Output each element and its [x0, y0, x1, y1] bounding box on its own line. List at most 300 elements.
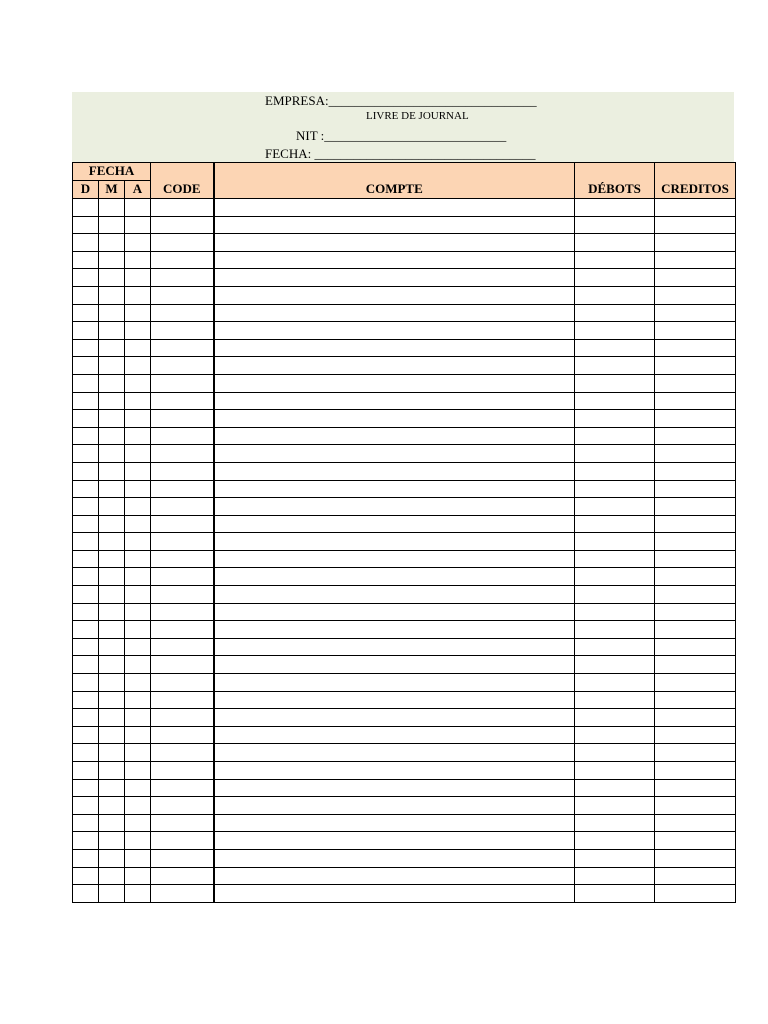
- code-cell[interactable]: [151, 832, 214, 850]
- code-cell[interactable]: [151, 867, 214, 885]
- table-row: [73, 603, 736, 621]
- compte-cell[interactable]: [214, 638, 575, 656]
- fecha-field[interactable]: __________________________________: [314, 146, 536, 161]
- credit-cell[interactable]: [655, 656, 736, 674]
- debit-cell[interactable]: [575, 269, 655, 287]
- month-cell[interactable]: [99, 322, 125, 340]
- compte-cell[interactable]: [214, 762, 575, 780]
- compte-cell[interactable]: [214, 568, 575, 586]
- credit-cell[interactable]: [655, 867, 736, 885]
- day-cell[interactable]: [73, 709, 99, 727]
- compte-cell[interactable]: [214, 744, 575, 762]
- credit-cell[interactable]: [655, 339, 736, 357]
- day-cell[interactable]: [73, 603, 99, 621]
- day-cell[interactable]: [73, 533, 99, 551]
- credit-cell[interactable]: [655, 797, 736, 815]
- year-cell[interactable]: [125, 445, 151, 463]
- debit-cell[interactable]: [575, 533, 655, 551]
- code-cell[interactable]: [151, 656, 214, 674]
- code-cell[interactable]: [151, 427, 214, 445]
- year-cell[interactable]: [125, 269, 151, 287]
- table-row: [73, 568, 736, 586]
- day-cell[interactable]: [73, 814, 99, 832]
- year-cell[interactable]: [125, 286, 151, 304]
- credit-cell[interactable]: [655, 832, 736, 850]
- compte-cell[interactable]: [214, 462, 575, 480]
- code-cell[interactable]: [151, 533, 214, 551]
- debit-cell[interactable]: [575, 234, 655, 252]
- table-row: [73, 586, 736, 604]
- year-cell[interactable]: [125, 216, 151, 234]
- month-cell[interactable]: [99, 779, 125, 797]
- year-cell[interactable]: [125, 797, 151, 815]
- day-cell[interactable]: [73, 410, 99, 428]
- credit-cell[interactable]: [655, 885, 736, 903]
- table-row: [73, 638, 736, 656]
- year-cell[interactable]: [125, 322, 151, 340]
- debit-cell[interactable]: [575, 849, 655, 867]
- year-cell[interactable]: [125, 603, 151, 621]
- month-cell[interactable]: [99, 480, 125, 498]
- year-cell[interactable]: [125, 744, 151, 762]
- day-cell[interactable]: [73, 832, 99, 850]
- debit-cell[interactable]: [575, 726, 655, 744]
- day-cell[interactable]: [73, 445, 99, 463]
- year-cell[interactable]: [125, 709, 151, 727]
- day-cell[interactable]: [73, 726, 99, 744]
- month-cell[interactable]: [99, 515, 125, 533]
- credit-cell[interactable]: [655, 322, 736, 340]
- compte-cell[interactable]: [214, 286, 575, 304]
- debit-cell[interactable]: [575, 779, 655, 797]
- month-cell[interactable]: [99, 744, 125, 762]
- credit-cell[interactable]: [655, 568, 736, 586]
- credit-cell[interactable]: [655, 410, 736, 428]
- table-row: [73, 251, 736, 269]
- compte-cell[interactable]: [214, 269, 575, 287]
- month-cell[interactable]: [99, 533, 125, 551]
- debit-cell[interactable]: [575, 427, 655, 445]
- code-cell[interactable]: [151, 410, 214, 428]
- debots-header: DÉBOTS: [575, 163, 655, 199]
- compte-cell[interactable]: [214, 392, 575, 410]
- month-cell[interactable]: [99, 392, 125, 410]
- month-cell[interactable]: [99, 374, 125, 392]
- debit-cell[interactable]: [575, 797, 655, 815]
- code-cell[interactable]: [151, 691, 214, 709]
- debit-cell[interactable]: [575, 480, 655, 498]
- code-cell[interactable]: [151, 603, 214, 621]
- code-cell[interactable]: [151, 797, 214, 815]
- month-cell[interactable]: [99, 603, 125, 621]
- debit-cell[interactable]: [575, 462, 655, 480]
- compte-cell[interactable]: [214, 533, 575, 551]
- day-cell[interactable]: [73, 392, 99, 410]
- credit-cell[interactable]: [655, 621, 736, 639]
- month-cell[interactable]: [99, 550, 125, 568]
- code-cell[interactable]: [151, 885, 214, 903]
- code-cell[interactable]: [151, 286, 214, 304]
- day-cell[interactable]: [73, 638, 99, 656]
- day-cell[interactable]: [73, 621, 99, 639]
- day-cell[interactable]: [73, 849, 99, 867]
- month-cell[interactable]: [99, 797, 125, 815]
- code-cell[interactable]: [151, 550, 214, 568]
- day-cell[interactable]: [73, 586, 99, 604]
- credit-cell[interactable]: [655, 445, 736, 463]
- year-cell[interactable]: [125, 392, 151, 410]
- month-cell[interactable]: [99, 234, 125, 252]
- credit-cell[interactable]: [655, 726, 736, 744]
- debit-cell[interactable]: [575, 603, 655, 621]
- day-cell[interactable]: [73, 498, 99, 516]
- compte-cell[interactable]: [214, 849, 575, 867]
- credit-cell[interactable]: [655, 691, 736, 709]
- day-cell[interactable]: [73, 304, 99, 322]
- day-cell[interactable]: [73, 462, 99, 480]
- debit-cell[interactable]: [575, 867, 655, 885]
- year-cell[interactable]: [125, 357, 151, 375]
- year-cell[interactable]: [125, 621, 151, 639]
- compte-cell[interactable]: [214, 410, 575, 428]
- year-cell[interactable]: [125, 885, 151, 903]
- credit-cell[interactable]: [655, 603, 736, 621]
- debit-cell[interactable]: [575, 638, 655, 656]
- day-cell[interactable]: [73, 674, 99, 692]
- compte-cell[interactable]: [214, 885, 575, 903]
- credit-cell[interactable]: [655, 515, 736, 533]
- table-row: [73, 445, 736, 463]
- month-cell[interactable]: [99, 357, 125, 375]
- year-cell[interactable]: [125, 691, 151, 709]
- table-row: [73, 656, 736, 674]
- journal-table: [72, 162, 736, 903]
- credit-cell[interactable]: [655, 849, 736, 867]
- month-cell[interactable]: [99, 849, 125, 867]
- credit-cell[interactable]: [655, 814, 736, 832]
- compte-cell[interactable]: [214, 216, 575, 234]
- credit-cell[interactable]: [655, 674, 736, 692]
- compte-cell[interactable]: [214, 374, 575, 392]
- compte-cell[interactable]: [214, 832, 575, 850]
- day-cell[interactable]: [73, 762, 99, 780]
- year-cell[interactable]: [125, 638, 151, 656]
- debit-cell[interactable]: [575, 709, 655, 727]
- code-cell[interactable]: [151, 744, 214, 762]
- year-cell[interactable]: [125, 199, 151, 217]
- code-cell[interactable]: [151, 445, 214, 463]
- month-cell[interactable]: [99, 498, 125, 516]
- code-cell[interactable]: [151, 269, 214, 287]
- credit-cell[interactable]: [655, 269, 736, 287]
- credit-cell[interactable]: [655, 744, 736, 762]
- compte-cell[interactable]: [214, 867, 575, 885]
- debit-cell[interactable]: [575, 322, 655, 340]
- compte-cell[interactable]: [214, 304, 575, 322]
- month-cell[interactable]: [99, 445, 125, 463]
- debit-cell[interactable]: [575, 199, 655, 217]
- month-cell[interactable]: [99, 656, 125, 674]
- month-cell[interactable]: [99, 568, 125, 586]
- month-cell[interactable]: [99, 199, 125, 217]
- day-cell[interactable]: [73, 779, 99, 797]
- code-cell[interactable]: [151, 304, 214, 322]
- code-cell[interactable]: [151, 462, 214, 480]
- month-cell[interactable]: [99, 586, 125, 604]
- credit-cell[interactable]: [655, 550, 736, 568]
- month-cell[interactable]: [99, 339, 125, 357]
- code-cell[interactable]: [151, 216, 214, 234]
- day-cell[interactable]: [73, 199, 99, 217]
- credit-cell[interactable]: [655, 286, 736, 304]
- code-cell[interactable]: [151, 621, 214, 639]
- compte-cell[interactable]: [214, 357, 575, 375]
- code-cell[interactable]: [151, 251, 214, 269]
- code-cell[interactable]: [151, 322, 214, 340]
- compte-cell[interactable]: [214, 621, 575, 639]
- debit-cell[interactable]: [575, 304, 655, 322]
- year-cell[interactable]: [125, 814, 151, 832]
- code-cell[interactable]: [151, 726, 214, 744]
- code-cell[interactable]: [151, 199, 214, 217]
- year-cell[interactable]: [125, 498, 151, 516]
- year-cell[interactable]: [125, 462, 151, 480]
- compte-cell[interactable]: [214, 550, 575, 568]
- credit-cell[interactable]: [655, 216, 736, 234]
- code-cell[interactable]: [151, 480, 214, 498]
- credit-cell[interactable]: [655, 498, 736, 516]
- debit-cell[interactable]: [575, 832, 655, 850]
- compte-cell[interactable]: [214, 322, 575, 340]
- year-cell[interactable]: [125, 410, 151, 428]
- year-cell[interactable]: [125, 568, 151, 586]
- day-cell[interactable]: [73, 269, 99, 287]
- month-cell[interactable]: [99, 832, 125, 850]
- compte-cell[interactable]: [214, 779, 575, 797]
- month-cell[interactable]: [99, 251, 125, 269]
- day-cell[interactable]: [73, 251, 99, 269]
- year-cell[interactable]: [125, 586, 151, 604]
- year-cell[interactable]: [125, 234, 151, 252]
- code-cell[interactable]: [151, 498, 214, 516]
- code-cell[interactable]: [151, 638, 214, 656]
- debit-cell[interactable]: [575, 762, 655, 780]
- credit-cell[interactable]: [655, 374, 736, 392]
- compte-cell[interactable]: [214, 515, 575, 533]
- compte-cell[interactable]: [214, 814, 575, 832]
- compte-cell[interactable]: [214, 445, 575, 463]
- month-cell[interactable]: [99, 216, 125, 234]
- debit-cell[interactable]: [575, 251, 655, 269]
- year-cell[interactable]: [125, 849, 151, 867]
- credit-cell[interactable]: [655, 251, 736, 269]
- compte-cell[interactable]: [214, 691, 575, 709]
- year-cell[interactable]: [125, 832, 151, 850]
- credit-cell[interactable]: [655, 480, 736, 498]
- day-cell[interactable]: [73, 357, 99, 375]
- code-cell[interactable]: [151, 709, 214, 727]
- nit-field[interactable]: ____________________________: [324, 128, 507, 143]
- year-cell[interactable]: [125, 480, 151, 498]
- year-cell[interactable]: [125, 533, 151, 551]
- credit-cell[interactable]: [655, 779, 736, 797]
- compte-cell[interactable]: [214, 674, 575, 692]
- table-row: [73, 357, 736, 375]
- code-cell[interactable]: [151, 568, 214, 586]
- debit-cell[interactable]: [575, 286, 655, 304]
- compte-cell[interactable]: [214, 339, 575, 357]
- header-row-group: [73, 163, 736, 181]
- credit-cell[interactable]: [655, 304, 736, 322]
- day-cell[interactable]: [73, 480, 99, 498]
- credit-cell[interactable]: [655, 199, 736, 217]
- day-cell[interactable]: [73, 656, 99, 674]
- year-cell[interactable]: [125, 427, 151, 445]
- year-cell[interactable]: [125, 656, 151, 674]
- debit-cell[interactable]: [575, 656, 655, 674]
- day-cell[interactable]: [73, 885, 99, 903]
- compte-cell[interactable]: [214, 656, 575, 674]
- table-row: [73, 304, 736, 322]
- year-cell[interactable]: [125, 762, 151, 780]
- credit-cell[interactable]: [655, 234, 736, 252]
- day-cell[interactable]: [73, 568, 99, 586]
- month-cell[interactable]: [99, 885, 125, 903]
- year-cell[interactable]: [125, 779, 151, 797]
- table-row: [73, 867, 736, 885]
- year-cell[interactable]: [125, 867, 151, 885]
- journal-sheet: [72, 92, 734, 903]
- day-cell[interactable]: [73, 374, 99, 392]
- month-cell[interactable]: [99, 814, 125, 832]
- credit-cell[interactable]: [655, 462, 736, 480]
- month-cell[interactable]: [99, 410, 125, 428]
- code-cell[interactable]: [151, 374, 214, 392]
- code-cell[interactable]: [151, 674, 214, 692]
- month-cell[interactable]: [99, 867, 125, 885]
- code-cell[interactable]: [151, 779, 214, 797]
- credit-cell[interactable]: [655, 638, 736, 656]
- code-cell[interactable]: [151, 339, 214, 357]
- day-cell[interactable]: [73, 339, 99, 357]
- code-cell[interactable]: [151, 814, 214, 832]
- compte-cell[interactable]: [214, 251, 575, 269]
- debit-cell[interactable]: [575, 674, 655, 692]
- month-cell[interactable]: [99, 304, 125, 322]
- year-cell[interactable]: [125, 339, 151, 357]
- compte-cell[interactable]: [214, 726, 575, 744]
- month-cell[interactable]: [99, 621, 125, 639]
- code-cell[interactable]: [151, 515, 214, 533]
- debit-cell[interactable]: [575, 410, 655, 428]
- compte-cell[interactable]: [214, 709, 575, 727]
- debit-cell[interactable]: [575, 885, 655, 903]
- compte-cell[interactable]: [214, 480, 575, 498]
- debit-cell[interactable]: [575, 339, 655, 357]
- year-cell[interactable]: [125, 550, 151, 568]
- day-cell[interactable]: [73, 797, 99, 815]
- month-cell[interactable]: [99, 286, 125, 304]
- code-cell[interactable]: [151, 392, 214, 410]
- debit-cell[interactable]: [575, 550, 655, 568]
- debit-cell[interactable]: [575, 586, 655, 604]
- debit-cell[interactable]: [575, 392, 655, 410]
- month-cell[interactable]: [99, 638, 125, 656]
- credit-cell[interactable]: [655, 586, 736, 604]
- debit-cell[interactable]: [575, 515, 655, 533]
- compte-cell[interactable]: [214, 234, 575, 252]
- month-cell[interactable]: [99, 709, 125, 727]
- compte-cell[interactable]: [214, 199, 575, 217]
- day-cell[interactable]: [73, 286, 99, 304]
- year-cell[interactable]: [125, 304, 151, 322]
- day-cell[interactable]: [73, 216, 99, 234]
- debit-cell[interactable]: [575, 691, 655, 709]
- compte-cell[interactable]: [214, 603, 575, 621]
- day-cell[interactable]: [73, 427, 99, 445]
- year-cell[interactable]: [125, 674, 151, 692]
- debit-cell[interactable]: [575, 445, 655, 463]
- year-cell[interactable]: [125, 374, 151, 392]
- day-cell[interactable]: [73, 234, 99, 252]
- debit-cell[interactable]: [575, 357, 655, 375]
- day-cell[interactable]: [73, 550, 99, 568]
- compte-cell[interactable]: [214, 586, 575, 604]
- credit-cell[interactable]: [655, 357, 736, 375]
- credit-cell[interactable]: [655, 533, 736, 551]
- credit-cell[interactable]: [655, 709, 736, 727]
- debit-cell[interactable]: [575, 814, 655, 832]
- day-cell[interactable]: [73, 515, 99, 533]
- compte-cell[interactable]: [214, 427, 575, 445]
- code-cell[interactable]: [151, 762, 214, 780]
- year-cell[interactable]: [125, 251, 151, 269]
- month-cell[interactable]: [99, 462, 125, 480]
- month-cell[interactable]: [99, 691, 125, 709]
- day-cell[interactable]: [73, 744, 99, 762]
- day-cell[interactable]: [73, 867, 99, 885]
- code-cell[interactable]: [151, 357, 214, 375]
- debit-cell[interactable]: [575, 498, 655, 516]
- month-cell[interactable]: [99, 269, 125, 287]
- month-cell[interactable]: [99, 427, 125, 445]
- month-cell[interactable]: [99, 726, 125, 744]
- credit-cell[interactable]: [655, 392, 736, 410]
- code-cell[interactable]: [151, 849, 214, 867]
- debit-cell[interactable]: [575, 216, 655, 234]
- credit-cell[interactable]: [655, 427, 736, 445]
- code-cell[interactable]: [151, 586, 214, 604]
- table-row: [73, 427, 736, 445]
- debit-cell[interactable]: [575, 568, 655, 586]
- debit-cell[interactable]: [575, 621, 655, 639]
- code-cell[interactable]: [151, 234, 214, 252]
- table-row: [73, 550, 736, 568]
- year-cell[interactable]: [125, 515, 151, 533]
- month-cell[interactable]: [99, 674, 125, 692]
- empresa-field[interactable]: ________________________________: [328, 93, 537, 108]
- day-cell[interactable]: [73, 322, 99, 340]
- compte-cell[interactable]: [214, 498, 575, 516]
- empresa-line: [265, 94, 537, 107]
- debit-cell[interactable]: [575, 744, 655, 762]
- credit-cell[interactable]: [655, 762, 736, 780]
- month-cell[interactable]: [99, 762, 125, 780]
- compte-cell[interactable]: [214, 797, 575, 815]
- year-cell[interactable]: [125, 726, 151, 744]
- day-cell[interactable]: [73, 691, 99, 709]
- debit-cell[interactable]: [575, 374, 655, 392]
